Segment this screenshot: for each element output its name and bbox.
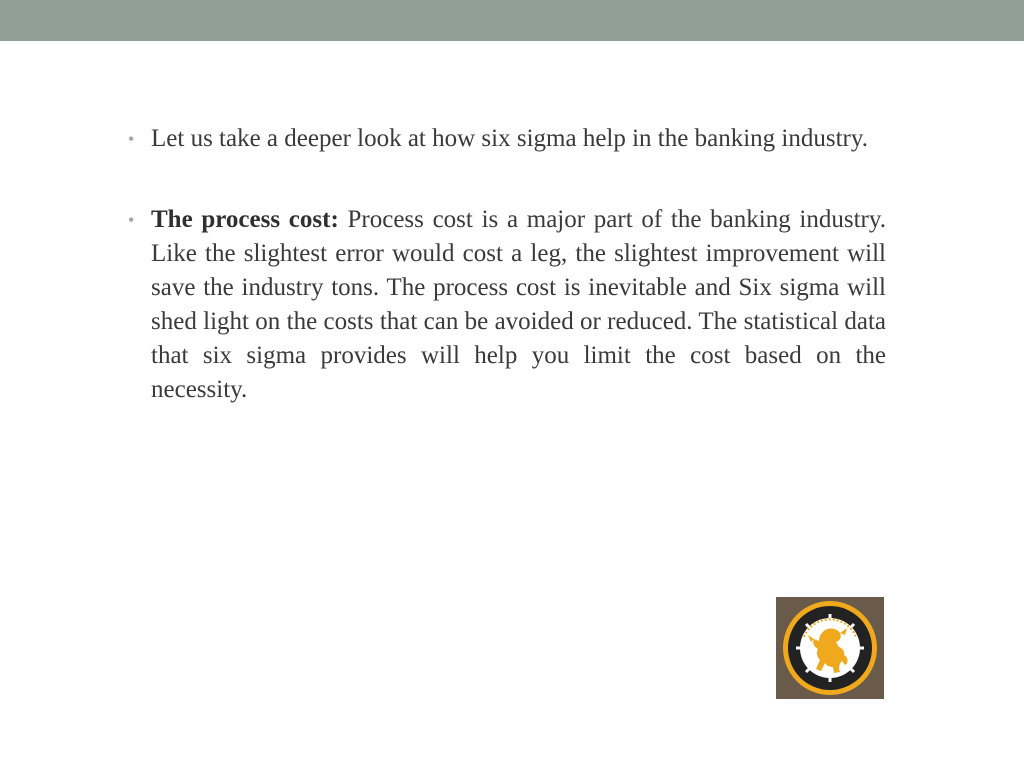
lion-emblem-icon bbox=[776, 597, 884, 699]
bullet-text bbox=[151, 125, 868, 152]
lion-emblem-logo bbox=[776, 597, 884, 699]
bullet-body: Process cost is a major part of the banking industry. Like the slightest error would cost a leg, the slightest improvement will save the industry tons. The process cost is inevitable and Six sigma will shed light on the costs that can be avoided or reduced. The statistical data that six sigma provides will help you limit the cost based on the necessity. bbox=[151, 206, 886, 403]
bullet-dot-icon: • bbox=[128, 129, 135, 149]
bullet-lead: The process cost: bbox=[151, 206, 339, 233]
bullet-item-process-cost bbox=[128, 203, 886, 407]
bullet-body: Let us take a deeper look at how six sigma help in the banking industry. bbox=[151, 125, 868, 152]
bullet-dot-icon: • bbox=[128, 210, 135, 230]
header-bar bbox=[0, 0, 1024, 41]
bullet-item-intro bbox=[128, 122, 886, 156]
bullet-list bbox=[128, 122, 886, 407]
bullet-text bbox=[151, 206, 886, 403]
